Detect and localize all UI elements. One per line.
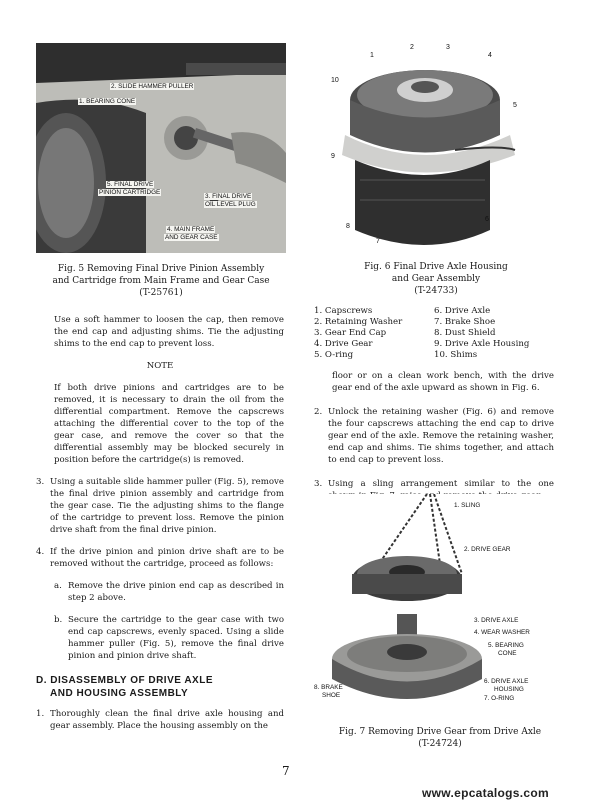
list-number: 2. — [314, 407, 323, 417]
fig7-label-brake-shoe-2: SHOE — [322, 692, 341, 699]
note-title: NOTE — [146, 361, 174, 371]
parts-item: 6. Drive Axle — [434, 306, 491, 316]
parts-item: 9. Drive Axle Housing — [434, 339, 530, 349]
fig6-num-8: 8 — [346, 223, 350, 230]
list-text: Remove the drive pinion end cap as described in step 2 above. — [68, 581, 284, 603]
right-column — [314, 370, 554, 502]
figure-5-caption-line: and Cartridge from Main Frame and Gear Case — [52, 276, 270, 286]
fig7-label-axle-housing-2: HOUSING — [494, 686, 524, 693]
parts-item: 2. Retaining Washer — [314, 317, 403, 327]
fig6-num-1: 1 — [370, 52, 374, 59]
section-heading-d: D. DISASSEMBLY OF DRIVE AXLE — [36, 675, 213, 686]
fig5-label-oil-plug-2: OIL LEVEL PLUG — [205, 201, 256, 208]
fig6-num-10: 10 — [331, 77, 339, 84]
fig7-label-axle-housing-1: 6. DRIVE AXLE — [484, 678, 529, 685]
figure-6-caption — [320, 261, 552, 297]
fig5-label-pinion-cartridge-2: PINION CARTRIDGE — [99, 189, 161, 196]
fig6-num-9: 9 — [331, 153, 335, 160]
figure-5-caption — [30, 263, 292, 299]
parts-item: 5. O-ring — [314, 350, 354, 360]
list-number: 4. — [36, 547, 45, 557]
list-text: Using a suitable slide hammer puller (Fig. 5), remove the final drive pinion assembly and cartridge from the gear case. Tie the adjusting shims to the flange of the cartridge to prevent loss. Remove the pinion drive shaft from the final drive pinion. — [50, 477, 284, 535]
list-text: Thoroughly clean the final drive axle housing and gear assembly. Place the housing assembly on the — [50, 709, 284, 731]
left-column — [36, 314, 284, 732]
fig6-parts-list — [314, 306, 554, 361]
fig7-label-brake-shoe-1: 8. BRAKE — [314, 684, 343, 691]
parts-item: 7. Brake Shoe — [434, 317, 496, 327]
fig5-label-bearing-cone: 1. BEARING CONE — [79, 98, 136, 105]
fig5-label-pinion-cartridge-1: 5. FINAL DRIVE — [107, 181, 154, 188]
fig7-label-drive-axle: 3. DRIVE AXLE — [474, 617, 519, 624]
figure-7-caption-line: Fig. 7 Removing Drive Gear from Drive Axle — [338, 727, 542, 737]
section-heading-d-line2: AND HOUSING ASSEMBLY — [50, 688, 189, 699]
fig6-num-4: 4 — [488, 52, 492, 59]
list-item-1 — [36, 708, 284, 732]
fig6-num-3: 3 — [446, 44, 450, 51]
list-item-b — [36, 614, 284, 662]
page-number: 7 — [282, 764, 290, 778]
parts-item: 4. Drive Gear — [314, 339, 373, 349]
fig7-label-sling: 1. SLING — [454, 502, 481, 509]
fig7-label-bearing-2: CONE — [498, 650, 517, 657]
list-item-3 — [36, 476, 284, 536]
list-item-a — [36, 580, 284, 604]
parts-item: 10. Shims — [434, 350, 478, 360]
list-number: b. — [54, 615, 63, 625]
fig6-num-6: 6 — [485, 216, 489, 223]
parts-item: 3. Gear End Cap — [314, 328, 387, 338]
list-item-2 — [314, 406, 554, 466]
fig7-label-wear-washer: 4. WEAR WASHER — [474, 629, 530, 636]
list-number: 3. — [314, 479, 323, 489]
figure-5 — [36, 43, 286, 253]
note-body: If both drive pinions and cartridges are to be removed, it is necessary to drain the oil from the differential compartment. Remove the capscrews attaching the differential cover to the top of the gear case, and remove the cover so that the differential assembly may be blocked securely in position before the cartridge(s) is removed. — [54, 383, 284, 465]
figure-6-caption-line: Fig. 6 Final Drive Axle Housing — [364, 262, 508, 272]
figure-5-caption-line: (T-25761) — [139, 288, 183, 298]
fig7-label-bearing-1: 5. BEARING — [488, 642, 524, 649]
fig5-label-main-frame-2: AND GEAR CASE — [165, 234, 218, 241]
figure-5-photo — [36, 43, 286, 253]
paragraph-floor: floor or on a clean work bench, with the drive gear end of the axle upward as shown in Fig. 6. — [332, 371, 554, 393]
fig6-num-2: 2 — [410, 44, 414, 51]
fig5-label-oil-plug-1: 3. FINAL DRIVE — [205, 193, 252, 200]
fig5-label-main-frame-1: 4. MAIN FRAME — [167, 226, 215, 233]
watermark: www.epcatalogs.com — [422, 786, 549, 800]
list-number: 1. — [36, 709, 45, 719]
figure-7 — [312, 494, 557, 719]
figure-7-caption-line: (T-24724) — [418, 739, 462, 749]
list-text: Using a sling arrangement similar to the one — [328, 479, 554, 489]
figure-6 — [330, 40, 530, 255]
list-text: If the drive pinion and pinion drive shaft are to be removed without the cartridge, proceed as follows: — [50, 547, 284, 569]
figure-5-caption-line: Fig. 5 Removing Final Drive Pinion Assembly — [57, 264, 265, 274]
list-text: Unlock the retaining washer (Fig. 6) and remove the four capscrews attaching the end cap to drive gear end of the axle. Remove the retaining washer, end cap and shims. Tie shims together, and attach to end cap to prevent loss. — [328, 407, 554, 465]
figure-6-caption-line: and Gear Assembly — [391, 274, 481, 284]
list-number: 3. — [36, 477, 45, 487]
fig7-label-drive-gear: 2. DRIVE GEAR — [464, 546, 511, 553]
figure-6-photo — [330, 40, 530, 255]
fig6-num-5: 5 — [513, 102, 517, 109]
fig6-num-7: 7 — [376, 238, 380, 245]
parts-item: 8. Dust Shield — [434, 328, 496, 338]
list-number: a. — [54, 581, 62, 591]
list-item-4 — [36, 546, 284, 570]
paragraph-intro: Use a soft hammer to loosen the cap, then remove the end cap and adjusting shims. Tie the adjusting shims to the end cap to prevent loss. — [54, 315, 284, 349]
fig5-label-slide-hammer: 2. SLIDE HAMMER PULLER — [111, 83, 194, 90]
fig7-label-o-ring: 7. O-RING — [484, 695, 515, 702]
figure-7-caption — [320, 726, 560, 750]
figure-6-caption-line: (T-24733) — [414, 286, 458, 296]
list-text: Secure the cartridge to the gear case with two end cap capscrews, evenly spaced. Using a slide hammer puller (Fig. 5), remove the final drive pinion and pinion drive shaft. — [68, 615, 284, 661]
parts-item: 1. Capscrews — [314, 306, 373, 316]
